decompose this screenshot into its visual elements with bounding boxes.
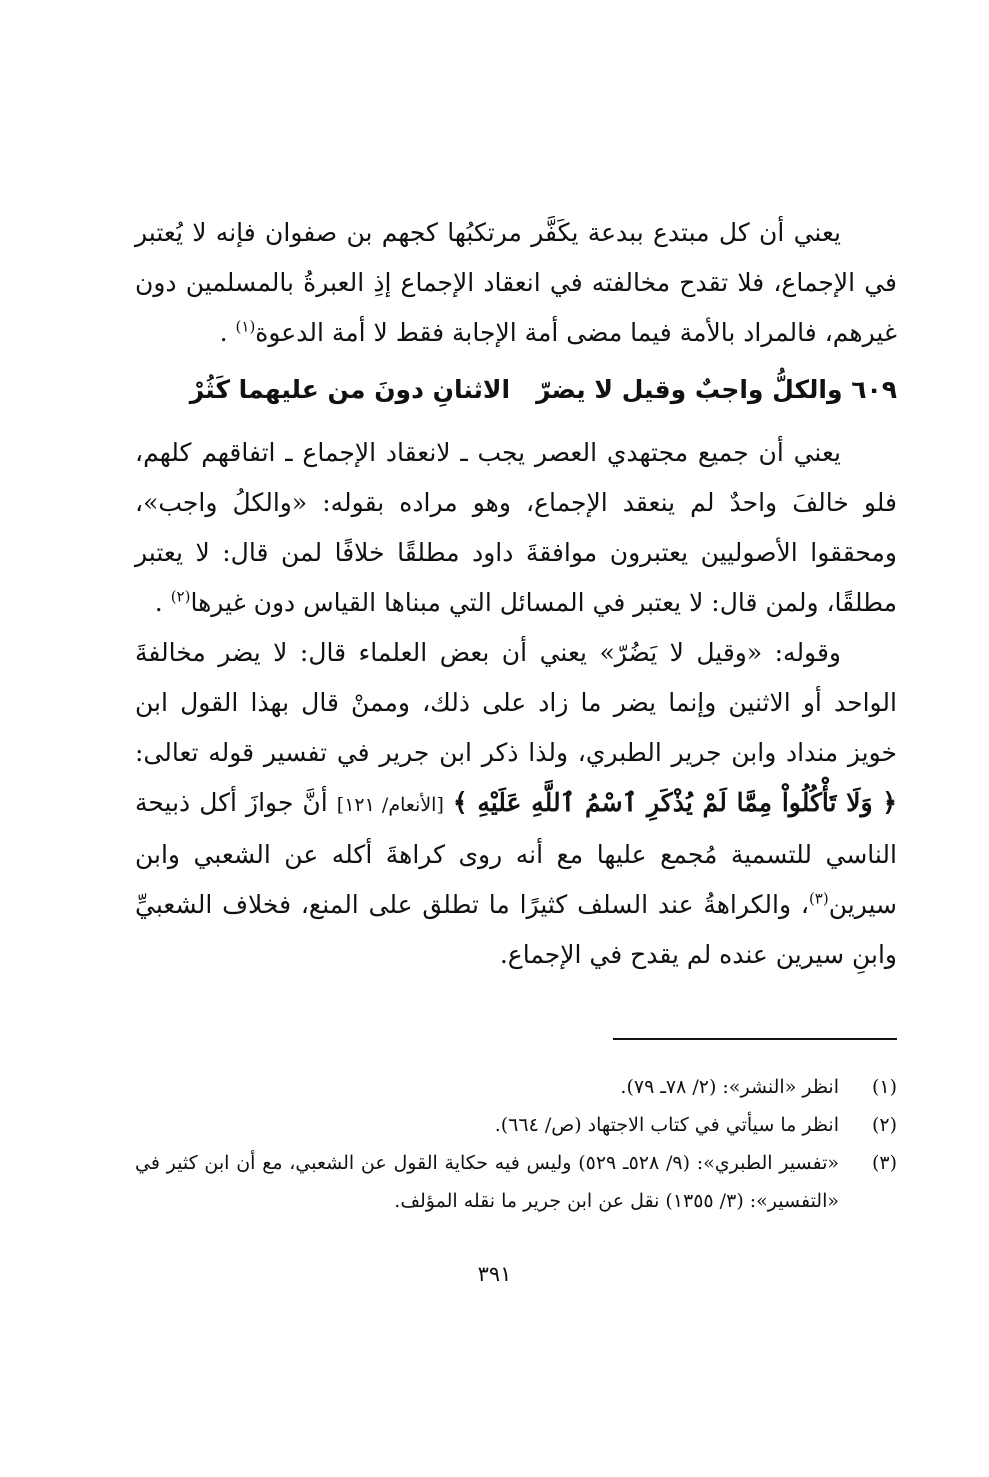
- footnote-number: (١): [871, 1076, 897, 1098]
- footnote-number: (٣): [871, 1152, 897, 1174]
- verse-hemistich-2: الاثنانِ دونَ من عليهما كَثُرْ: [189, 375, 511, 404]
- page-number: ٣٩١: [477, 1262, 512, 1286]
- footnote-separator: [613, 1038, 897, 1040]
- paragraph-3-text-after: ، والكراهةُ عند السلف كثيرًا ما تطلق على المنع، فخلاف الشعبيِّ وابنِ سيرين عنده لم يقدح في الإجماع.: [135, 890, 897, 969]
- footnote-ref-2[interactable]: (٢): [170, 587, 191, 606]
- verse-hemistich-1: والكلُّ واجبٌ وقيل لا يضرّ: [536, 375, 843, 404]
- footnote-text: انظر «النشر»: (٢/ ٧٨ـ ٧٩).: [620, 1076, 839, 1098]
- footnote-number: (٢): [871, 1114, 897, 1136]
- paragraph-2-end: .: [154, 588, 171, 617]
- paragraph-3-text-middle: أنَّ جوازَ أكل ذبيحة الناسي للتسمية مُجمع عليها مع أنه روى كراهةَ أكله عن الشعبي وابن سيرين: [135, 788, 897, 919]
- quran-verse: ﴿ وَلَا تَأْكُلُواْ مِمَّا لَمْ يُذْكَرِ ٱسْمُ ٱللَّهِ عَلَيْهِ ﴾: [452, 788, 897, 817]
- paragraph-3-text-before: وقوله: «وقيل لا يَضُرّ» يعني أن بعض العلماء قال: لا يضر مخالفةَ الواحد أو الاثنين وإنما يضر ما زاد على ذلك، وممنْ قال بهذا القول ابن خويز منداد وابن جرير الطبري، ولذا ذكر ابن جرير في تفسير قوله تعالى:: [135, 638, 897, 767]
- verse-number: ٦٠٩: [851, 375, 897, 404]
- footnotes: [135, 1068, 897, 1220]
- footnote-2: [135, 1106, 897, 1144]
- footnote-3: [135, 1144, 897, 1220]
- paragraph-1-end: .: [219, 318, 236, 347]
- verse-line: [135, 362, 897, 418]
- footnote-ref-3[interactable]: (٣): [808, 889, 829, 908]
- quran-reference: [الأنعام/ ١٢١]: [336, 794, 444, 816]
- paragraph-2: [135, 428, 897, 628]
- footnote-text: «تفسير الطبري»: (٩/ ٥٢٨ـ ٥٢٩) وليس فيه حكاية القول عن الشعبي، مع أن ابن كثير في «التفسير»: (٣/ ١٣٥٥) نقل عن ابن جرير ما نقله المؤلف.: [135, 1152, 839, 1212]
- footnote-ref-1[interactable]: (١): [235, 317, 256, 336]
- main-text: [135, 208, 897, 980]
- footnote-1: [135, 1068, 897, 1106]
- paragraph-3: [135, 628, 897, 980]
- paragraph-1-text: يعني أن كل مبتدع ببدعة يكَفَّر مرتكبُها كجهم بن صفوان فإنه لا يُعتبر في الإجماع، فلا تقدح مخالفته في انعقاد الإجماع إذِ العبرةُ بالمسلمين دون غيرهم، فالمراد بالأمة فيما مضى أمة الإجابة فقط لا أمة الدعوة: [135, 218, 897, 347]
- footnote-text: انظر ما سيأتي في كتاب الاجتهاد (ص/ ٦٦٤).: [494, 1114, 839, 1136]
- paragraph-2-text: يعني أن جميع مجتهدي العصر يجب ـ لانعقاد الإجماع ـ اتفاقهم كلهم، فلو خالفَ واحدٌ لم ينعقد الإجماع، وهو مراده بقوله: «والكلُ واجب»، ومحققوا الأصوليين يعتبرون موافقةَ داود مطلقًا خلافًا لمن قال: لا يعتبر مطلقًا، ولمن قال: لا يعتبر في المسائل التي مبناها القياس دون غيرها: [135, 438, 898, 617]
- paragraph-1: [135, 208, 897, 358]
